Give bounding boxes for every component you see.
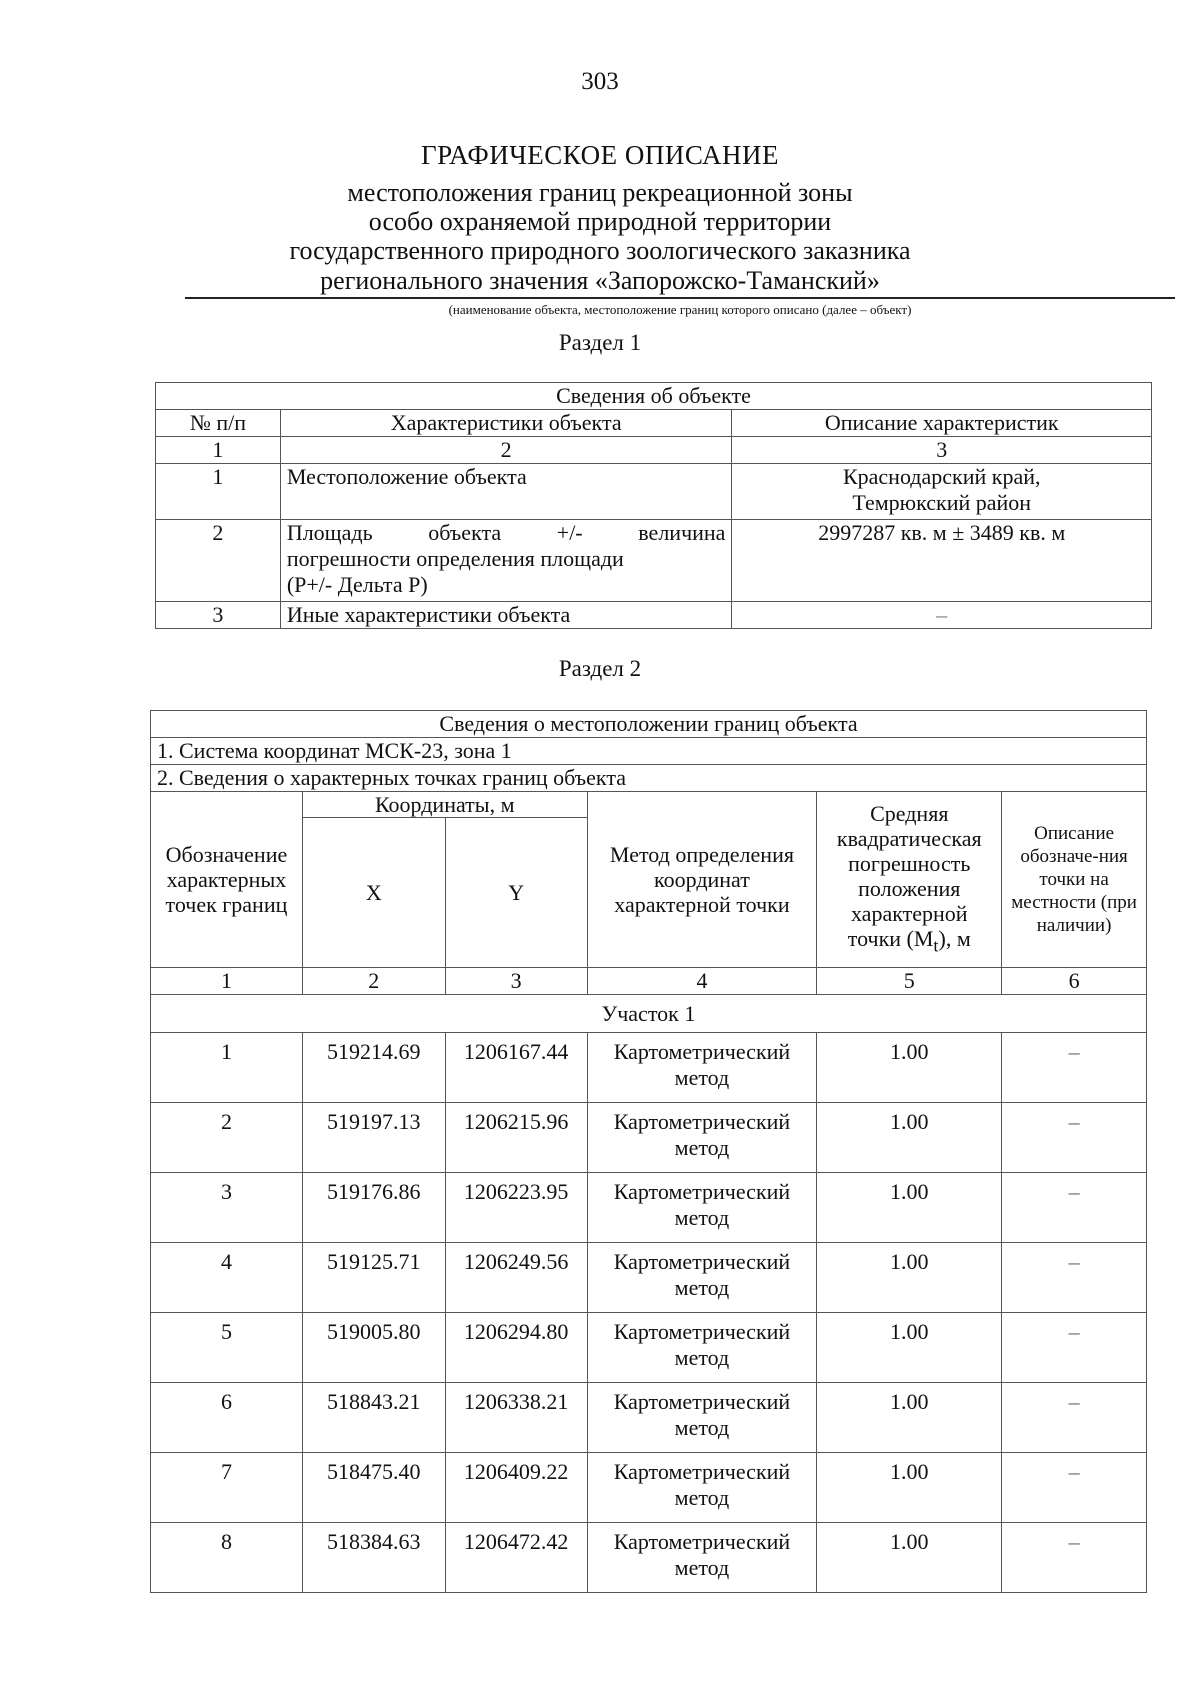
title-line-3: государственного природного зоологического заказника xyxy=(289,236,911,265)
method-line: Картометрический xyxy=(613,1319,791,1344)
method-line: Картометрический xyxy=(613,1109,791,1134)
table-row xyxy=(151,1033,1147,1103)
point-number: 1 xyxy=(151,1033,303,1103)
coordinate-y: 1206215.96 xyxy=(445,1103,587,1173)
column-number-row xyxy=(151,968,1147,995)
point-number: 6 xyxy=(151,1383,303,1453)
method xyxy=(587,1103,817,1173)
header-y: Y xyxy=(445,818,587,968)
method-line: Картометрический xyxy=(613,1179,791,1204)
characteristic-line: (Р+/- Дельта Р) xyxy=(286,572,428,597)
plot-label-row xyxy=(151,995,1147,1033)
error-value: 1.00 xyxy=(817,1243,1002,1313)
header-point-description: Описание обозначе-ния точки на местности (при наличии) xyxy=(1002,792,1147,968)
coordinate-x: 519125.71 xyxy=(302,1243,445,1313)
point-number: 2 xyxy=(151,1103,303,1173)
point-description: – xyxy=(1002,1523,1147,1593)
error-value: 1.00 xyxy=(817,1313,1002,1383)
word: величина xyxy=(638,520,726,545)
method xyxy=(587,1453,817,1523)
error-value: 1.00 xyxy=(817,1453,1002,1523)
points-body xyxy=(151,1033,1147,1593)
table-row xyxy=(151,1383,1147,1453)
point-number: 7 xyxy=(151,1453,303,1523)
header-error-text: Средняя квадратическая погрешность положения характерной точки (M xyxy=(836,800,982,951)
header-designation: Обозначение характерных точек границ xyxy=(151,792,303,968)
method-line: метод xyxy=(674,1345,730,1370)
method xyxy=(587,1173,817,1243)
method xyxy=(587,1313,817,1383)
header-characteristics: Характеристики объекта xyxy=(280,410,732,437)
header-number: № п/п xyxy=(156,410,281,437)
table-row xyxy=(156,602,1152,629)
table-header-row xyxy=(151,792,1147,818)
row-characteristic: Местоположение объекта xyxy=(280,464,732,520)
table-header-row xyxy=(156,410,1152,437)
coordinate-x: 518843.21 xyxy=(302,1383,445,1453)
error-value: 1.00 xyxy=(817,1383,1002,1453)
point-description: – xyxy=(1002,1383,1147,1453)
table-row xyxy=(151,1173,1147,1243)
coordinate-x: 519005.80 xyxy=(302,1313,445,1383)
title-line-1: местоположения границ рекреационной зоны xyxy=(347,178,853,207)
point-description: – xyxy=(1002,1453,1147,1523)
plot-label: Участок 1 xyxy=(151,995,1147,1033)
table-row xyxy=(156,464,1152,520)
method-line: метод xyxy=(674,1275,730,1300)
table-title-row xyxy=(156,383,1152,410)
points-title-row xyxy=(151,765,1147,792)
description-line: Краснодарский край, xyxy=(842,464,1041,489)
header-description: Описание характеристик xyxy=(732,410,1152,437)
method-line: метод xyxy=(674,1415,730,1440)
method-line: метод xyxy=(674,1135,730,1160)
coordinate-system-row xyxy=(151,738,1147,765)
section-1-heading: Раздел 1 xyxy=(558,330,642,355)
method-line: метод xyxy=(674,1205,730,1230)
column-number-row xyxy=(156,437,1152,464)
coordinate-x: 519197.13 xyxy=(302,1103,445,1173)
word: объекта xyxy=(428,520,502,545)
column-number: 3 xyxy=(445,968,587,995)
points-title: 2. Сведения о характерных точках границ объекта xyxy=(151,765,1147,792)
column-number: 1 xyxy=(156,437,281,464)
method-line: Картометрический xyxy=(613,1249,791,1274)
title-line-4: регионального значения «Запорожско-Таманский» xyxy=(320,266,880,295)
error-value: 1.00 xyxy=(817,1103,1002,1173)
table-row xyxy=(151,1243,1147,1313)
method-line: Картометрический xyxy=(613,1389,791,1414)
section-2-heading: Раздел 2 xyxy=(558,656,642,681)
title-caption: (наименование объекта, местоположение границ которого описано (далее – объект) xyxy=(448,302,912,317)
coordinate-x: 519214.69 xyxy=(302,1033,445,1103)
column-number: 4 xyxy=(587,968,817,995)
point-description: – xyxy=(1002,1313,1147,1383)
coordinate-y: 1206167.44 xyxy=(445,1033,587,1103)
object-info-table xyxy=(155,382,1152,629)
row-characteristic xyxy=(280,520,732,602)
method-line: метод xyxy=(674,1065,730,1090)
header-error-text: ), м xyxy=(938,925,971,951)
point-number: 5 xyxy=(151,1313,303,1383)
column-number: 2 xyxy=(302,968,445,995)
point-description: – xyxy=(1002,1103,1147,1173)
row-number: 1 xyxy=(156,464,281,520)
table-row xyxy=(151,1523,1147,1593)
column-number: 5 xyxy=(817,968,1002,995)
header-method: Метод определения координат характерной точки xyxy=(587,792,817,968)
method xyxy=(587,1243,817,1313)
method-line: метод xyxy=(674,1485,730,1510)
table-row xyxy=(151,1313,1147,1383)
column-number: 1 xyxy=(151,968,303,995)
row-description: – xyxy=(732,602,1152,629)
row-number: 3 xyxy=(156,602,281,629)
error-value: 1.00 xyxy=(817,1033,1002,1103)
characteristic-line xyxy=(287,520,726,546)
method xyxy=(587,1033,817,1103)
table-title-row xyxy=(151,711,1147,738)
table-row xyxy=(156,520,1152,602)
description-line: Темрюкский район xyxy=(852,490,1032,515)
header-error xyxy=(817,792,1002,968)
boundary-points-table xyxy=(150,710,1147,1593)
document-title: ГРАФИЧЕСКОЕ ОПИСАНИЕ xyxy=(420,140,780,170)
table-row xyxy=(151,1103,1147,1173)
table-title: Сведения об объекте xyxy=(156,383,1152,410)
coordinate-y: 1206472.42 xyxy=(445,1523,587,1593)
coordinate-y: 1206223.95 xyxy=(445,1173,587,1243)
method xyxy=(587,1523,817,1593)
method-line: Картометрический xyxy=(613,1039,791,1064)
header-error-subscript: t xyxy=(933,935,939,956)
title-line-2: особо охраняемой природной территории xyxy=(368,207,832,236)
word: +/- xyxy=(556,520,583,545)
row-number: 2 xyxy=(156,520,281,602)
method xyxy=(587,1383,817,1453)
row-characteristic: Иные характеристики объекта xyxy=(280,602,732,629)
point-description: – xyxy=(1002,1173,1147,1243)
coordinate-y: 1206249.56 xyxy=(445,1243,587,1313)
coordinate-x: 519176.86 xyxy=(302,1173,445,1243)
column-number: 2 xyxy=(280,437,732,464)
word: Площадь xyxy=(286,520,373,545)
coordinate-y: 1206338.21 xyxy=(445,1383,587,1453)
point-description: – xyxy=(1002,1243,1147,1313)
coordinate-x: 518475.40 xyxy=(302,1453,445,1523)
row-description xyxy=(732,464,1152,520)
page-number: 303 xyxy=(581,68,619,95)
table-row xyxy=(151,1453,1147,1523)
coordinate-y: 1206409.22 xyxy=(445,1453,587,1523)
point-description: – xyxy=(1002,1033,1147,1103)
coordinate-x: 518384.63 xyxy=(302,1523,445,1593)
header-coordinates: Координаты, м xyxy=(302,792,587,818)
header-x: X xyxy=(302,818,445,968)
method-line: Картометрический xyxy=(613,1459,791,1484)
characteristic-line: погрешности определения площади xyxy=(286,546,624,571)
row-description: 2997287 кв. м ± 3489 кв. м xyxy=(732,520,1152,602)
coordinate-y: 1206294.80 xyxy=(445,1313,587,1383)
point-number: 3 xyxy=(151,1173,303,1243)
point-number: 8 xyxy=(151,1523,303,1593)
method-line: метод xyxy=(674,1555,730,1580)
column-number: 6 xyxy=(1002,968,1147,995)
title-underline xyxy=(185,297,1175,299)
column-number: 3 xyxy=(732,437,1152,464)
coordinate-system: 1. Система координат МСК-23, зона 1 xyxy=(151,738,1147,765)
error-value: 1.00 xyxy=(817,1523,1002,1593)
error-value: 1.00 xyxy=(817,1173,1002,1243)
method-line: Картометрический xyxy=(613,1529,791,1554)
point-number: 4 xyxy=(151,1243,303,1313)
table-title: Сведения о местоположении границ объекта xyxy=(151,711,1147,738)
